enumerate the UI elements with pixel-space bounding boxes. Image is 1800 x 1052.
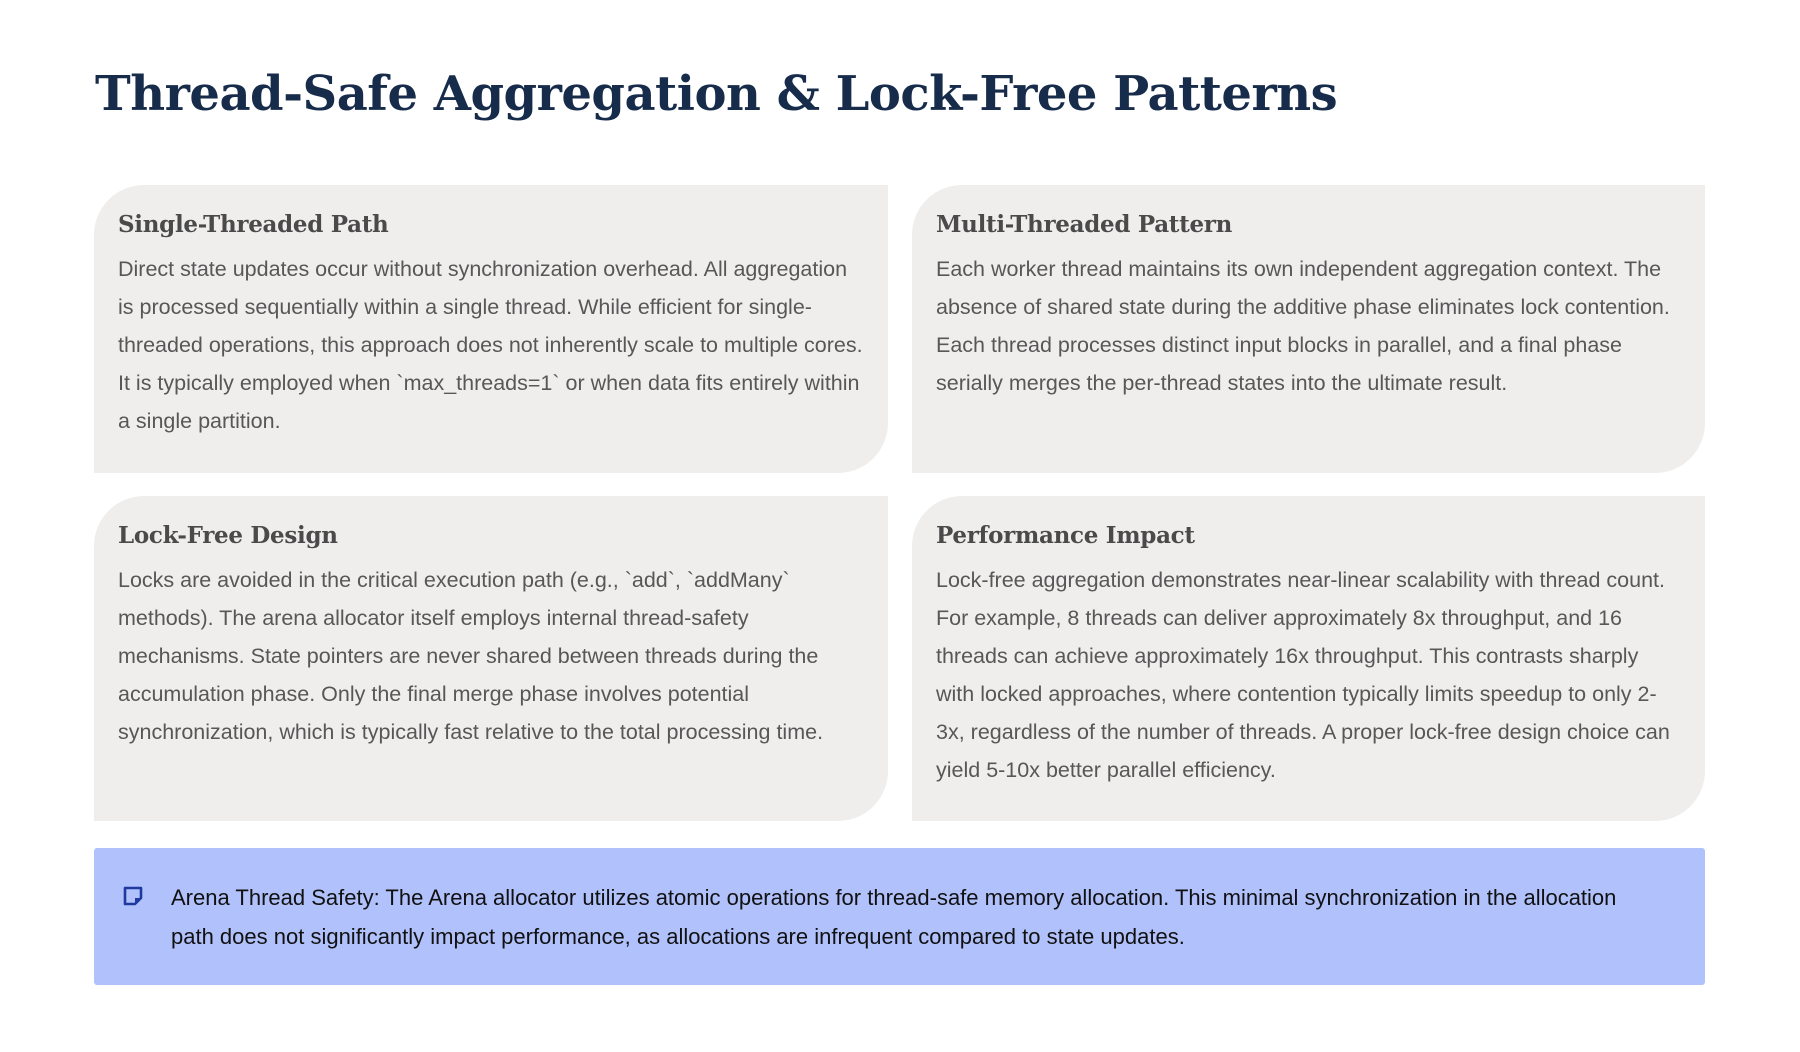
- card-heading: Lock-Free Design: [118, 522, 338, 549]
- card-single-threaded-path: [94, 185, 888, 473]
- page-title: Thread-Safe Aggregation & Lock-Free Patterns: [95, 66, 1338, 122]
- card-performance-impact: [912, 496, 1705, 821]
- sticky-note-icon: [122, 885, 144, 907]
- card-body: Lock-free aggregation demonstrates near-linear scalability with thread count. For example, 8 threads can deliver approximately 8x throughput, and 16 threads can achieve approximately 16x throughput. This contrasts sharply with locked approaches, where contention typically limits speedup to only 2-3x, regardless of the number of threads. A proper lock-free design choice can yield 5-10x better parallel efficiency.: [936, 568, 1670, 782]
- card-heading: Multi-Threaded Pattern: [936, 211, 1233, 238]
- card-heading: Single-Threaded Path: [118, 211, 389, 238]
- card-multi-threaded-pattern: [912, 185, 1705, 473]
- note-callout: [94, 848, 1705, 985]
- card-lock-free-design: [94, 496, 888, 821]
- card-heading: Performance Impact: [936, 522, 1195, 549]
- card-body: Locks are avoided in the critical execution path (e.g., `add`, `addMany` methods). The arena allocator itself employs internal thread-safety mechanisms. State pointers are never shared between threads during the accumulation phase. Only the final merge phase involves potential synchronization, which is typically fast relative to the total processing time.: [118, 568, 824, 744]
- card-body: Each worker thread maintains its own independent aggregation context. The absence of shared state during the additive phase eliminates lock contention. Each thread processes distinct input blocks in parallel, and a final phase serially merges the per-thread states into the ultimate result.: [936, 257, 1670, 395]
- note-text: Arena Thread Safety: The Arena allocator utilizes atomic operations for thread-safe memory allocation. This minimal synchronization in the allocation path does not significantly impact performance, as allocations are infrequent compared to state updates.: [171, 885, 1617, 949]
- card-body: Direct state updates occur without synchronization overhead. All aggregation is processed sequentially within a single thread. While efficient for single-threaded operations, this approach does not inherently scale to multiple cores. It is typically employed when `max_threads=1` or when data fits entirely within a single partition.: [118, 257, 863, 433]
